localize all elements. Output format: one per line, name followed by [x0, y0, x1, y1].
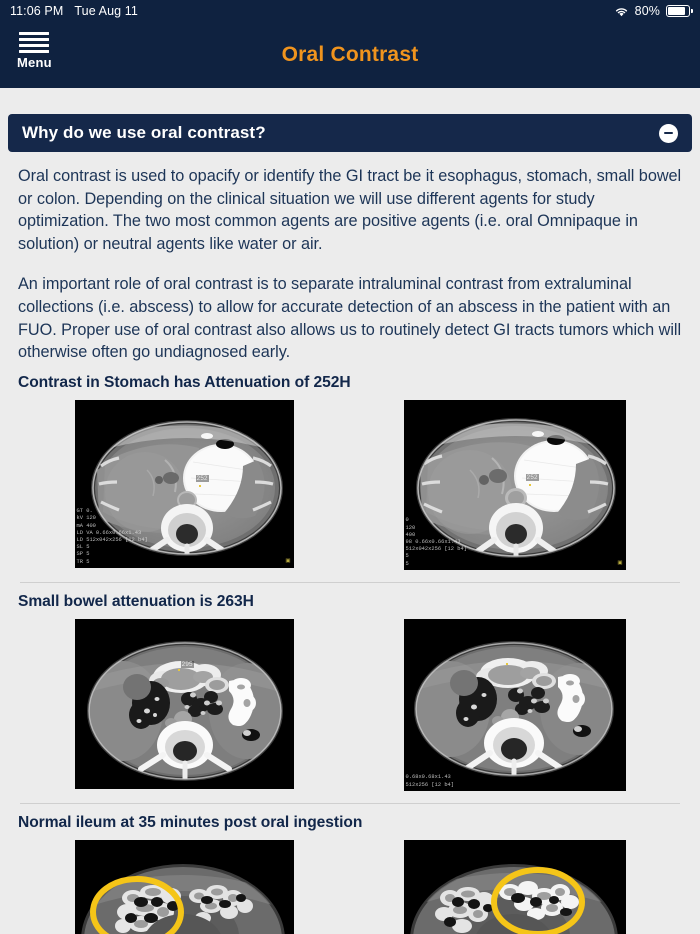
- hamburger-icon: [19, 32, 49, 53]
- paragraph-1: Oral contrast is used to opacify or identify the GI tract be it esophagus, stomach, small bowel or colon. Depending on the clinical situation we will use different agents for study optimization. The two most common agents are positive agents (i.e. oral Omnipaque in solution) or neutral agents like water or air.: [18, 167, 682, 253]
- ct-image-ileum-left[interactable]: [75, 840, 294, 934]
- ct-image-ileum-right[interactable]: [404, 840, 626, 934]
- menu-button[interactable]: [17, 32, 52, 70]
- minus-circle-icon[interactable]: [659, 124, 678, 143]
- app-header-bar: [0, 22, 700, 88]
- hu-measurement-label: 252: [196, 474, 208, 482]
- page-title: Oral Contrast: [281, 43, 419, 66]
- ct-overlay-text: 0.68x0.68x1.43 512x256 [12 b4]: [405, 774, 455, 788]
- accordion-section: [0, 88, 700, 152]
- accordion-header[interactable]: [8, 114, 692, 152]
- ct-image-small-bowel-right[interactable]: [404, 619, 626, 791]
- image-row-2: [18, 619, 682, 791]
- section-heading-2: Small bowel attenuation is 263H: [18, 592, 254, 610]
- ct-corner-marker: ▣: [285, 557, 291, 564]
- hu-measurement-label: 252: [526, 473, 538, 481]
- section-divider-2: [20, 803, 680, 804]
- wifi-icon: [614, 6, 629, 17]
- status-bar-date: Tue Aug 11: [74, 4, 138, 18]
- ct-image-small-bowel-left[interactable]: [75, 619, 294, 789]
- status-bar: [0, 0, 700, 22]
- section-divider-1: [20, 582, 680, 583]
- menu-button-label: Menu: [17, 55, 52, 70]
- status-bar-indicators: [614, 4, 690, 18]
- image-row-3: [18, 840, 682, 934]
- accordion-title: Why do we use oral contrast?: [22, 123, 266, 142]
- paragraph-2: An important role of oral contrast is to separate intraluminal contrast from extraluminal collections (i.e. abscess) to allow for accurate detection of an abscess in the patient with an FUO. Proper use of oral contrast also allows us to routinely detect GI tracts tumors which will otherwise often go undiagnosed early.: [18, 275, 682, 362]
- ct-image-stomach-left[interactable]: [75, 400, 294, 568]
- status-bar-time: 11:06 PM: [10, 4, 64, 18]
- section-heading-1: Contrast in Stomach has Attenuation of 252H: [18, 373, 351, 391]
- ct-corner-marker: ▣: [617, 559, 623, 566]
- ct-overlay-text: 0 120 400 98 0.66x0.66x1.43 512x042x256 [12 b4] 5 5: [405, 517, 467, 567]
- ct-overlay-text: GT 0. kV 120 mA 400 LD VA 0.66x0.66x1.43 LD 512x042x256 [12 b4] SL 5 SP 5 TR 5: [76, 508, 148, 565]
- ct-image-stomach-right[interactable]: [404, 400, 626, 570]
- image-row-1: [18, 400, 682, 570]
- battery-icon: [666, 5, 690, 17]
- battery-percent-label: 80%: [634, 4, 660, 18]
- article-content: [0, 165, 700, 934]
- section-heading-3: Normal ileum at 35 minutes post oral ingestion: [18, 813, 363, 831]
- hu-measurement-label: 295: [181, 660, 193, 668]
